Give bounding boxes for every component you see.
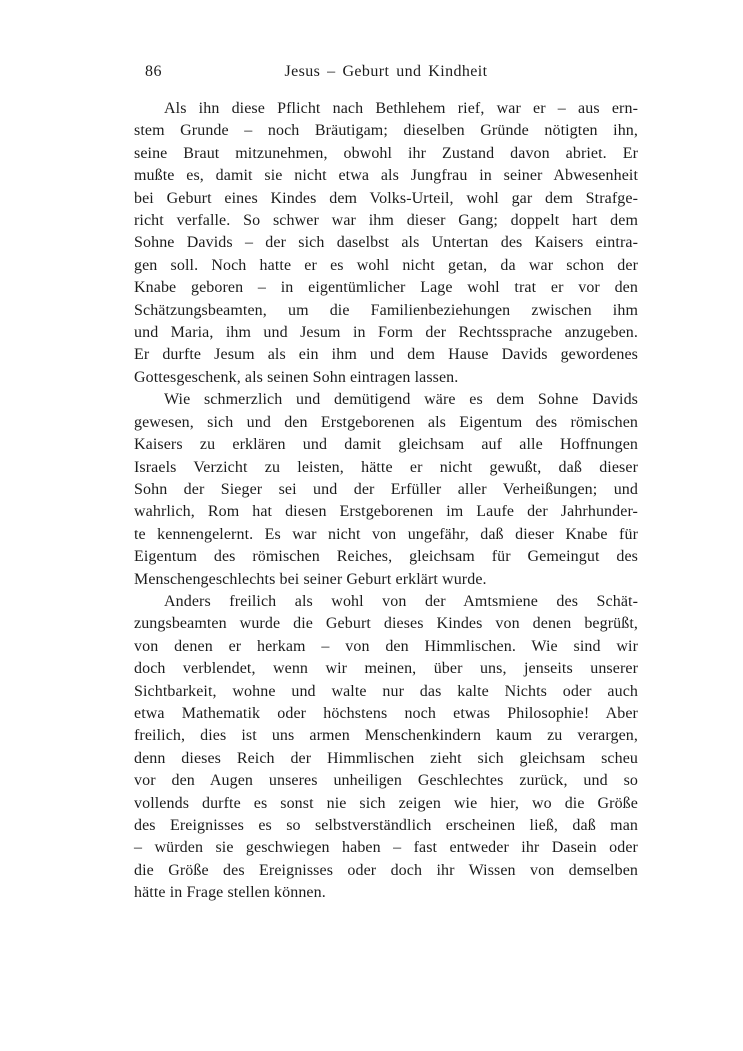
text-line: denn dieses Reich der Himmlischen zieht sich gleichsam scheu [134, 749, 638, 767]
text-line: Eigentum des römischen Reiches, gleichsam für Gemeingut des [134, 548, 638, 566]
text-line: Er durfte Jesum als ein ihm und dem Hause Davids gewordenes [134, 346, 638, 364]
text-line: Kaisers zu erklären und damit gleichsam auf alle Hoffnungen [134, 436, 638, 454]
text-line: vor den Augen unseres unheiligen Geschlechtes zurück, und so [134, 772, 638, 790]
text-line: vollends durfte es sonst nie sich zeigen wie hier, wo die Größe [134, 794, 638, 812]
paragraph [134, 98, 638, 389]
text-line: doch verblendet, wenn wir meinen, über uns, jenseits unserer [134, 660, 638, 678]
text-line: Sichtbarkeit, wohne und walte nur das kalte Nichts oder auch [134, 682, 638, 700]
text-line: Israels Verzicht zu leisten, hätte er nicht gewußt, daß dieser [134, 458, 638, 476]
text-line: etwa Mathematik oder höchstens noch etwas Philosophie! Aber [134, 704, 638, 722]
text-line: und Maria, ihm und Jesum in Form der Rechtssprache anzugeben. [134, 324, 638, 342]
text-line: Als ihn diese Pflicht nach Bethlehem rief, war er – aus ern- [164, 100, 638, 117]
text-line: wahrlich, Rom hat diesen Erstgeborenen im Laufe der Jahrhunder- [134, 503, 638, 521]
text-line: Schätzungsbeamten, um die Familienbeziehungen zwischen ihm [134, 301, 638, 319]
text-line: Sohne Davids – der sich daselbst als Untertan des Kaisers eintra- [134, 234, 638, 252]
text-line: freilich, dies ist uns armen Menschenkindern kaum zu verargen, [134, 727, 638, 745]
paragraph [134, 591, 638, 905]
text-line: bei Geburt eines Kindes dem Volks-Urteil, wohl gar dem Strafge- [134, 189, 638, 207]
text-line: seine Braut mitzunehmen, obwohl ihr Zustand davon abriet. Er [134, 144, 638, 162]
paragraph [134, 389, 638, 591]
text-line: Gottesgeschenk, als seinen Sohn eintragen lassen. [134, 368, 459, 386]
text-line: stem Grunde – noch Bräutigam; dieselben Gründe nötigten ihn, [134, 122, 638, 140]
text-line: mußte es, damit sie nicht etwa als Jungfrau in seiner Abwesenheit [134, 167, 638, 185]
text-line: – würden sie geschwiegen haben – fast entweder ihr Dasein oder [134, 839, 638, 857]
text-line: gewesen, sich und den Erstgeborenen als Eigentum des römischen [134, 413, 638, 431]
text-line: richt verfalle. So schwer war ihm dieser Gang; doppelt hart dem [134, 212, 638, 230]
text-line: die Größe des Ereignisses oder doch ihr Wissen von demselben [134, 861, 638, 879]
page [134, 0, 638, 905]
page-number: 86 [145, 63, 162, 80]
text-line: hätte in Frage stellen können. [134, 884, 326, 902]
text-line: von denen er herkam – von den Himmlischen. Wie sind wir [134, 637, 638, 655]
running-head-title: Jesus – Geburt und Kindheit [284, 63, 488, 80]
text-line: Menschengeschlechts bei seiner Geburt erklärt wurde. [134, 570, 487, 588]
text-line: Sohn der Sieger sei und der Erfüller aller Verheißungen; und [134, 480, 638, 498]
body-text [134, 98, 638, 905]
text-line: Knabe geboren – in eigentümlicher Lage wohl trat er vor den [134, 279, 638, 297]
text-line: zungsbeamten wurde die Geburt dieses Kindes von denen begrüßt, [134, 615, 638, 633]
text-line: des Ereignisses es so selbstverständlich erscheinen ließ, daß man [134, 817, 638, 834]
text-line: Wie schmerzlich und demütigend wäre es dem Sohne Davids [164, 391, 638, 409]
text-line: gen soll. Noch hatte er es wohl nicht getan, da war schon der [134, 256, 638, 274]
running-header [134, 62, 638, 82]
text-line: Anders freilich als wohl von der Amtsmiene des Schät- [164, 592, 638, 610]
text-line: te kennengelernt. Es war nicht von ungefähr, daß dieser Knabe für [134, 525, 638, 543]
